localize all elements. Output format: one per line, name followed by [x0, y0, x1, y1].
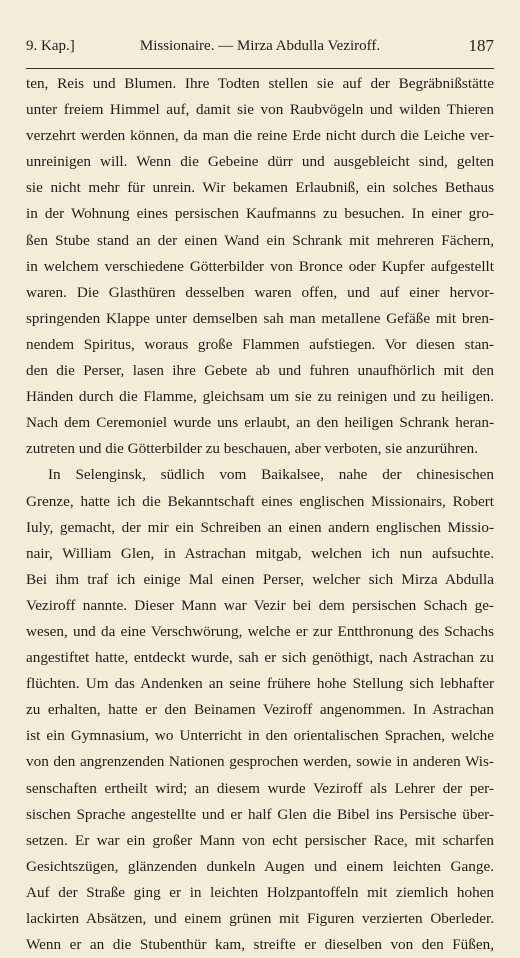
text-line: angestiftet hatte, entdeckt wurde, sah er sich genöthigt, nach Astrachan zu: [26, 649, 494, 667]
text-line: in welchem verschiedene Götterbilder von Bronce oder Kupfer aufgestellt: [26, 257, 494, 275]
page-number: 187: [468, 36, 494, 55]
text-line: unter freiem Himmel auf, damit sie von Raubvögeln und wilden Thieren: [26, 101, 494, 119]
text-line: verzehrt werden können, da man die reine Erde nicht durch die Leiche ver-: [26, 127, 494, 145]
text-line: Nach dem Ceremoniel wurde uns erlaubt, an den heiligen Schrank heran-: [26, 414, 494, 432]
text-line: nair, William Glen, in Astrachan mitgab, welchen ich nun aufsuchte.: [26, 544, 494, 562]
text-line: den die Perser, lasen ihre Gebete ab und fuhren unaufhörlich mit den: [26, 362, 494, 380]
text-line: wesen, und da eine Verschwörung, welche er zur Entthronung des Schachs: [26, 622, 494, 640]
text-line: ten, Reis und Blumen. Ihre Todten stellen sie auf der Begräbnißstätte: [26, 75, 494, 92]
text-line: flüchten. Um das Andenken an seine frühere hohe Stellung sich lebhafter: [26, 675, 494, 693]
text-line: Veziroff nannte. Dieser Mann war Vezir bei dem persischen Schach ge-: [26, 596, 494, 614]
header-rule: [26, 68, 494, 69]
text-line: sischen Sprache angestellte und er half Glen die Bibel ins Persische über-: [26, 805, 494, 823]
text-line: Grenze, hatte ich die Bekanntschaft eines englischen Missionairs, Robert: [26, 492, 494, 510]
text-line: in der Wohnung eines persischen Kaufmanns zu besuchen. In einer gro-: [26, 205, 494, 223]
body-text: [26, 71, 494, 958]
text-line: unreinigen will. Wenn die Gebeine dürr und ausgebleicht sind, gelten: [26, 153, 494, 171]
text-line: nendem Spiritus, woraus große Flammen aufstiegen. Vor diesen stan-: [26, 335, 494, 353]
text-line: Wenn er an die Stubenthür kam, streifte er dieselben von den Füßen,: [26, 936, 494, 954]
running-title: Missionaire. — Mirza Abdulla Veziroff.: [139, 38, 381, 54]
text-line: waren. Die Glasthüren desselben waren offen, und auf einer hervor-: [26, 283, 494, 301]
text-line: von den angrenzenden Nationen gesprochen werden, sowie in anderen Wis-: [26, 753, 494, 771]
text-line: springenden Klappe unter demselben sah man metallene Gefäße mit bren-: [26, 309, 494, 327]
chapter-label: 9. Kap.]: [26, 38, 75, 54]
text-line: setzen. Er war ein großer Mann von echt persischer Race, mit scharfen: [26, 831, 494, 849]
text-line: Bei ihm traf ich einige Mal einen Perser, welcher sich Mirza Abdulla: [26, 570, 494, 588]
running-header: [26, 34, 494, 58]
text-line: zu erhalten, hatte er den Beinamen Veziroff angenommen. In Astrachan: [26, 701, 494, 719]
text-line: sie nicht mehr für unrein. Wir bekamen Erlaubniß, ein solches Bethaus: [26, 179, 494, 197]
text-line: Iuly, gemacht, der mir ein Schreiben an einen andern englischen Missio-: [26, 518, 494, 536]
text-line: In Selenginsk, südlich vom Baikalsee, nahe der chinesischen: [48, 466, 494, 484]
text-line: zutreten und die Götterbilder zu beschauen, aber verboten, sie anzurühren.: [26, 440, 479, 458]
text-line: senschaften ertheilt wird; an diesem wurde Veziroff als Lehrer der per-: [26, 779, 494, 797]
text-line: Gesichtszügen, glänzenden dunkeln Augen und einem leichten Gange.: [26, 857, 494, 875]
text-line: Händen durch die Flamme, gleichsam um sie zu reinigen und zu heiligen.: [26, 388, 494, 406]
text-line: lackirten Absätzen, und einem grünen mit Figuren verzierten Oberleder.: [26, 910, 494, 927]
text-line: Auf der Straße ging er in leichten Holzpantoffeln mit ziemlich hohen: [26, 883, 494, 901]
text-line: ßen Stube stand an der einen Wand ein Schrank mit mehreren Fächern,: [26, 231, 494, 249]
text-line: ist ein Gymnasium, wo Unterricht in den orientalischen Sprachen, welche: [26, 727, 494, 745]
